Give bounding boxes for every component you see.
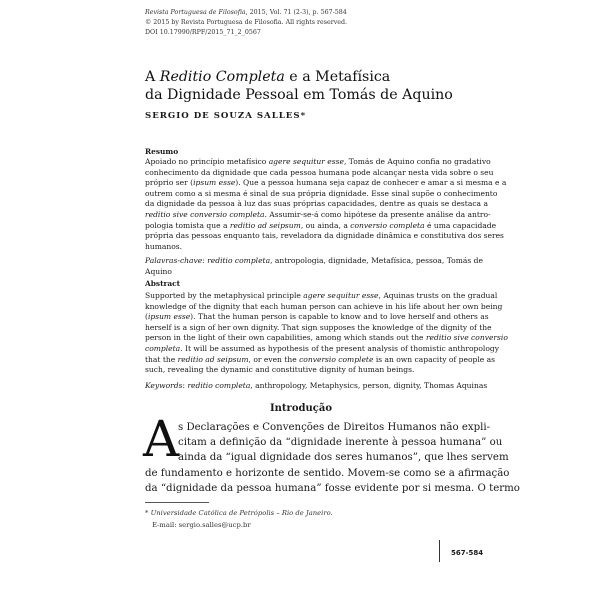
- text-line: [145, 231, 504, 242]
- text-run: ainda da “igual dignidade dos seres humanos”, que lhes servem: [178, 452, 509, 464]
- text-run: s Declarações e Convenções de Direitos Humanos não expli-: [178, 422, 491, 433]
- text-run: . Assumir-se-á como hipótese da presente análise da antro-: [264, 209, 491, 219]
- text-run: that the: [145, 354, 178, 364]
- text-run: (: [145, 312, 148, 322]
- resumo-heading: Resumo: [145, 147, 179, 156]
- text-run: Aquino: [145, 266, 172, 276]
- text-line: [145, 343, 499, 355]
- copyright-line: © 2015 by Revista Portuguesa de Filosofia. All rights reserved.: [145, 19, 348, 26]
- italic-text: agere sequitur esse: [303, 291, 379, 300]
- footnote-rule: [145, 502, 209, 503]
- text-line: [145, 178, 507, 189]
- text-run: such, revealing the dynamic and constitutive dignity of human beings.: [145, 365, 415, 375]
- text-line: [145, 333, 508, 344]
- text-line: [145, 167, 494, 179]
- page-range: 567-584: [451, 549, 484, 557]
- text-run: da dignidade da pessoa à luz das suas próprias capacidades, dentre as quais se destaca a: [145, 199, 488, 209]
- text-run: pologia tomista que a: [145, 220, 230, 230]
- text-run: , ou ainda, a: [300, 220, 351, 230]
- text-line: [145, 435, 503, 450]
- text-run: :: [182, 381, 188, 390]
- italic-text: Palavras-chave: reditio completa: [145, 256, 271, 265]
- text-line: [145, 420, 491, 435]
- italic-text: ipsum esse: [193, 178, 236, 188]
- text-run: knowledge of the dignity that each human person can achieve in his life about her own being: [145, 301, 503, 311]
- italic-text: Reditio Completa: [159, 69, 285, 85]
- text-run: person in the light of their own capabilities, among which stands out the: [145, 333, 426, 343]
- introduction-body: [145, 420, 520, 496]
- palavras-chave: [145, 256, 483, 277]
- footnote-affiliation: [145, 509, 333, 517]
- text-line: [145, 242, 457, 253]
- text-run: ). Que a pessoa humana seja capaz de conhecer e amar a si mesma e a: [235, 178, 507, 188]
- title-line-2: da Dignidade Pessoal em Tomás de Aquino: [145, 87, 453, 103]
- text-run: , 2015, Vol. 71 (2-3), p. 567-584: [245, 9, 347, 16]
- text-run: outrem como a si mesma é sinal de sua própria dignidade. Esse sinal supõe o conhecimento: [145, 188, 498, 198]
- author-name: SERGIO DE SOUZA SALLES*: [145, 111, 307, 121]
- text-line: [145, 354, 495, 366]
- text-line: [145, 312, 489, 323]
- text-run: , or even the: [248, 354, 300, 364]
- text-run: . It will be assumed as hypothesis of the present analysis of thomistic anthropology: [180, 343, 499, 353]
- text-line: [145, 301, 503, 313]
- abstract-heading: Abstract: [145, 279, 181, 288]
- italic-text: completa: [145, 343, 181, 353]
- text-run: citam a definição da “dignidade inerente à pessoa humana” ou: [178, 437, 503, 449]
- text-run: próprio ser (: [145, 178, 194, 188]
- text-line: [145, 365, 457, 376]
- italic-text: conversio completa: [350, 220, 425, 230]
- italic-text: Revista Portuguesa de Filosofia: [145, 9, 246, 16]
- text-run: , anthropology, Metaphysics, person, dignity, Thomas Aquinas: [250, 381, 488, 390]
- text-run: é uma capacidade: [424, 220, 497, 230]
- text-run: Apoiado no princípio metafísico: [145, 157, 269, 166]
- italic-text: conversio complete: [299, 354, 374, 364]
- text-run: *: [145, 509, 151, 517]
- text-line: [145, 322, 492, 334]
- text-run: própria das pessoas enquanto tais, reveladora da dignidade dinâmica e constitutiva dos seres: [145, 231, 504, 241]
- text-run: humanos.: [145, 241, 183, 251]
- italic-text: reditio sive conversio completa: [145, 209, 265, 219]
- text-run: A: [145, 69, 160, 85]
- text-run: e a Metafísica: [284, 69, 391, 85]
- text-run: is an own capacity of people as: [373, 354, 495, 364]
- italic-text: reditio ad seipsum: [177, 354, 249, 364]
- text-line: [145, 209, 491, 221]
- resumo-body: [145, 157, 507, 252]
- text-line: [145, 199, 488, 210]
- text-line: [145, 188, 498, 200]
- keywords: [145, 381, 488, 392]
- text-run: , Aquinas trusts on the gradual: [378, 291, 498, 300]
- title-line-1: [145, 68, 453, 86]
- italic-text: Keywords: [145, 381, 183, 390]
- text-run: Supported by the metaphysical principle: [145, 291, 304, 300]
- italic-text: reditio ad seipsum: [229, 220, 301, 230]
- text-line: [145, 157, 491, 168]
- italic-text: ipsum esse: [147, 312, 191, 322]
- text-line: [145, 466, 510, 481]
- text-run: conhecimento da dignidade que cada pessoa humana pode alcançar nesta vida sobre o seu: [145, 167, 494, 177]
- text-line: [145, 450, 509, 465]
- footnote-email: E-mail: sergio.salles@ucp.br: [152, 521, 251, 529]
- text-line: [145, 481, 520, 496]
- italic-text: reditio sive conversio: [425, 333, 508, 343]
- page-number-divider: [439, 540, 440, 562]
- article-title: [145, 68, 453, 104]
- journal-citation: [145, 8, 347, 18]
- text-line: [145, 291, 498, 302]
- text-run: herself is a sign of her own dignity. That sign supposes the knowledge of the dignity of the: [145, 322, 492, 332]
- abstract-body: [145, 291, 508, 376]
- doi-line: DOI 10.17990/RPF/2015_71_2_0567: [145, 29, 261, 36]
- text-line: [145, 220, 497, 232]
- drop-cap: A: [143, 410, 180, 468]
- italic-text: agere sequitur esse: [268, 157, 344, 166]
- text-line: [145, 256, 483, 267]
- italic-text: Universidade Católica de Petrópolis – Rio de Janeiro.: [150, 509, 333, 517]
- text-line: [145, 267, 457, 278]
- text-run: , antropologia, dignidade, Metafísica, pessoa, Tomás de: [270, 256, 483, 265]
- text-run: ). That the human person is capable to know and to love herself and others as: [190, 312, 489, 322]
- text-run: , Tomás de Aquino confia no gradativo: [343, 157, 491, 166]
- introduction-heading: Introdução: [269, 403, 332, 414]
- text-run: da “dignidade da pessoa humana” fosse evidente por si mesma. O termo: [145, 482, 520, 494]
- text-line: [145, 381, 488, 392]
- text-run: de fundamento e horizonte de sentido. Movem-se como se a afirmação: [145, 467, 510, 479]
- italic-text: reditio completa: [187, 381, 251, 390]
